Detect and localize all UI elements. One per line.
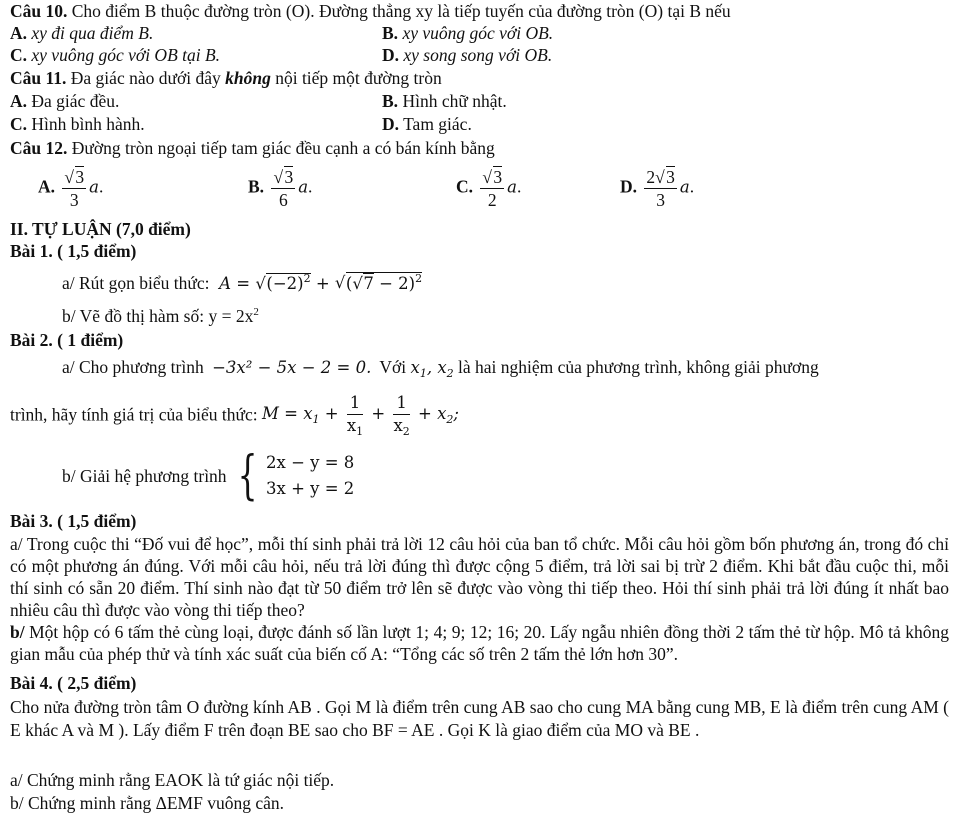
quadratic-equation: −3x² − 5x − 2 = 0. [212, 358, 372, 377]
part-2-title: II. TỰ LUẬN (7,0 điểm) [10, 219, 191, 239]
bai-3-title: Bài 3. ( 1,5 điểm) [10, 511, 137, 531]
denominator: 6 [278, 190, 288, 210]
question-10-options-row-1 [10, 22, 910, 44]
question-10-options-row-2 [10, 44, 910, 66]
function-exponent: 2 [253, 306, 259, 318]
question-11-options-row-1 [10, 90, 910, 112]
option-c-text: xy vuông góc với OB tại B. [31, 45, 221, 65]
option-c-fraction [480, 166, 504, 211]
option-a-label: A. [10, 23, 28, 43]
option-a: A. √ $\frac{3}{3}$ a. [38, 166, 103, 211]
question-11-stem [10, 67, 442, 89]
equation-2: 3x + y = 2 [266, 479, 355, 498]
option-b-label: B. [248, 176, 265, 197]
option-a-text: xy đi qua điểm B. [31, 23, 154, 43]
question-10-stem [10, 0, 731, 22]
option-d [382, 113, 472, 135]
option-b-label: B. [382, 23, 399, 43]
option-c-label: C. [10, 45, 28, 65]
bai-3-part-a: a/ Trong cuộc thi “Đố vui để học”, mỗi thí sinh phải trả lời 12 câu hỏi của ban tổ chức. Mỗi câu hỏi gồm bốn phương án, trong đó chỉ có một phương án đúng. Với mỗi câu hỏi, nếu trả lời đúng thì được cộng 5 điểm, trả lời sai bị trừ 2 điểm. Khi bắt đầu cuộc thi, mỗi thí sinh có sẵn 20 điểm. Thí sinh nào đạt từ 50 điểm trở lên sẽ được vào vòng thi tiếp theo. Hỏi thí sinh phải trả lời đúng ít nhất bao nhiêu câu thì được vào vòng thi tiếp theo? [10, 534, 949, 620]
bai-3-b-label: b/ [10, 622, 25, 642]
bai-1-part-a [62, 272, 422, 295]
bai-2-a-text-3: là hai nghiệm của phương trình, không giải phương [458, 357, 819, 377]
bai-1-a-text: a/ Rút gọn biểu thức: [62, 273, 210, 293]
bai-2-b-text: b/ Giải hệ phương trình [62, 466, 227, 486]
bai-2-part-b [62, 446, 355, 506]
question-12-options [0, 160, 979, 214]
bai-1-b-text: b/ Vẽ đồ thị hàm số: [62, 306, 205, 326]
option-c-label: C. [456, 176, 474, 197]
option-d-label: D. [620, 176, 638, 197]
option-d-label: D. [382, 114, 400, 134]
question-12-text: Đường tròn ngoại tiếp tam giác đều cạnh a có bán kính bằng [71, 138, 495, 158]
variable-a: a [507, 177, 517, 197]
bai-2-part-a [62, 356, 819, 379]
option-d-text: Tam giác. [403, 114, 472, 134]
option-a-text: Đa giác đều. [31, 91, 120, 111]
option-c-label: C. [10, 114, 28, 134]
denominator: 2 [487, 190, 497, 210]
question-11-text-before: Đa giác nào dưới đây [70, 68, 221, 88]
variable-a: a [89, 177, 99, 197]
bai-2-a-text-2: Với [379, 357, 407, 377]
system-brace: { [237, 446, 258, 506]
option-b [382, 22, 553, 44]
denominator: 3 [69, 190, 79, 210]
question-12-label: Câu 12. [10, 138, 68, 158]
bai-2-a-text-1: a/ Cho phương trình [62, 357, 204, 377]
option-c: C. √ $\frac{3}{2}$ a. [456, 166, 521, 211]
option-c-text: Hình bình hành. [31, 114, 145, 134]
bai-3-b-text: Một hộp có 6 tấm thẻ cùng loại, được đánh số lần lượt 1; 4; 9; 12; 16; 20. Lấy ngẫu nhiên đồng thời 2 tấm thẻ từ hộp. Mô tả không gian mẫu của phép thử và tính xác suất của biến cố A: “Tổng các số trên 2 tấm thẻ lớn hơn 30”. [10, 622, 949, 664]
system-of-equations [266, 450, 354, 502]
bai-2-part-a-line-2 [10, 392, 459, 442]
sqrt-radicand: 3 [75, 167, 85, 187]
option-a-label: A. [10, 91, 28, 111]
bai-4-part-b: b/ Chứng minh rằng ΔEMF vuông cân. [10, 793, 284, 813]
sqrt-radicand: 3 [666, 167, 675, 187]
option-a-fraction [62, 166, 86, 211]
option-b: B. √ $\frac{3}{6}$ a. [248, 166, 312, 211]
question-10-label: Câu 10. [10, 1, 68, 21]
sqrt-radicand: 3 [284, 167, 294, 187]
question-12-stem [10, 137, 495, 159]
bai-4-title: Bài 4. ( 2,5 điểm) [10, 673, 137, 693]
bai-4-part-a: a/ Chứng minh rằng EAOK là tứ giác nội tiếp. [10, 770, 335, 790]
expression-a: A = √ $(-2)^2$ + √ (√ 7 − 2)$^2$ [214, 274, 422, 293]
equation-1: 2x − y = 8 [266, 453, 355, 472]
option-d-label: D. [382, 45, 400, 65]
expression-m: $M = x_1$ + $\frac{1}{x_1}$ + $\frac{1}{x_2}$ + $x_2$; [262, 393, 459, 438]
function-expression: y = 2x [208, 306, 254, 326]
sqrt-radicand: 3 [493, 167, 503, 187]
option-b-text: xy vuông góc với OB. [402, 23, 554, 43]
option-b-label: B. [382, 91, 399, 111]
bai-1-title: Bài 1. ( 1,5 điểm) [10, 241, 137, 261]
question-11-label: Câu 11. [10, 68, 67, 88]
option-d-fraction [644, 166, 677, 211]
question-11-options-row-2 [10, 113, 910, 135]
variable-a: a [298, 177, 309, 197]
variable-a: a [679, 177, 690, 197]
question-10-text: Cho điểm B thuộc đường tròn (O). Đường thẳng xy là tiếp tuyến của đường tròn (O) tại B nếu [71, 1, 731, 21]
question-11-emphasis: không [225, 68, 271, 88]
bai-4-statement: Cho nửa đường tròn tâm O đường kính AB . Gọi M là điểm trên cung AB sao cho cung MA bằng cung MB, E là điểm trên cung AM ( E khác A và M ). Lấy điểm F trên đoạn BE sao cho BF = AE . Gọi K là giao điểm của MO và BE . [10, 697, 949, 740]
option-b-text: Hình chữ nhật. [402, 91, 507, 111]
option-b [382, 90, 507, 112]
bai-1-part-b [62, 305, 259, 327]
roots-x1-x2: $x_1$, $x_2$ [410, 358, 454, 380]
bai-2-a-line-2-text: trình, hãy tính giá trị của biểu thức: [10, 404, 258, 425]
option-b-fraction [271, 166, 295, 211]
denominator: 3 [656, 190, 666, 210]
coefficient: 2 [646, 167, 656, 187]
option-a-label: A. [38, 176, 56, 197]
option-d-text: xy song song với OB. [403, 45, 553, 65]
question-11-text-after: nội tiếp một đường tròn [275, 68, 442, 88]
bai-2-title: Bài 2. ( 1 điểm) [10, 330, 124, 350]
option-d [382, 44, 552, 66]
bai-3-part-b [10, 621, 949, 665]
option-d: D. $\frac{2√ 3}{3}$ a. [620, 166, 694, 211]
